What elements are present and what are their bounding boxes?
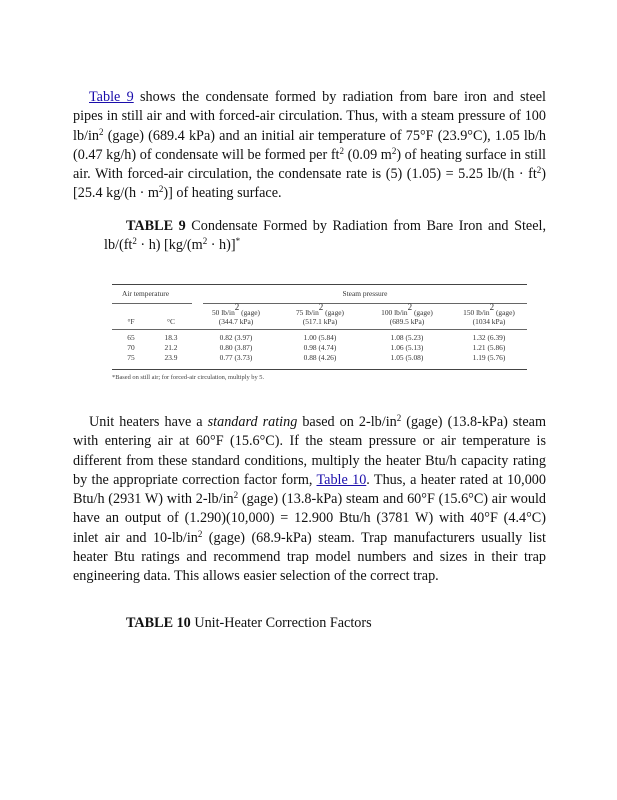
superscript: 2 bbox=[158, 184, 164, 195]
text: 150 lb/in bbox=[463, 308, 490, 317]
cell-f: 75 bbox=[127, 353, 135, 362]
table9-label: TABLE 9 bbox=[126, 218, 186, 234]
text: )] of heating surface. bbox=[163, 185, 282, 202]
superscript: 2 bbox=[197, 528, 203, 539]
table10-caption bbox=[126, 614, 546, 633]
table-rule-group bbox=[203, 303, 527, 304]
paragraph-unit-heaters bbox=[73, 413, 546, 587]
cell-value: 1.00 (5.84) bbox=[303, 333, 337, 342]
table-rule-group bbox=[112, 303, 192, 304]
superscript: 2 bbox=[132, 236, 137, 247]
text: Unit heaters have a bbox=[89, 414, 208, 430]
text: based on 2-lb/in bbox=[297, 414, 397, 430]
superscript: 2 bbox=[396, 413, 402, 423]
text: 50 lb/in bbox=[211, 308, 235, 317]
superscript: * bbox=[235, 236, 241, 247]
header-pressure-100 bbox=[370, 302, 444, 327]
superscript: 2 bbox=[234, 302, 240, 312]
cell-f: 70 bbox=[127, 343, 135, 352]
cell-value: 1.19 (5.76) bbox=[472, 353, 506, 362]
text: (gage) bbox=[239, 308, 261, 317]
header-fahrenheit: °F bbox=[127, 317, 135, 326]
superscript: 2 bbox=[339, 145, 344, 156]
superscript: 2 bbox=[233, 490, 239, 501]
header-pressure-150 bbox=[452, 302, 526, 327]
superscript: 2 bbox=[318, 302, 324, 312]
text: (gage) (689.4 kPa) and an initial air temperature of 75°F (23.9°C), 1.05 lb/h (0.47 kg/h) of condensate will be formed per ft bbox=[73, 127, 546, 163]
superscript: 2 bbox=[391, 145, 397, 156]
text: (689.5 kPa) bbox=[389, 317, 425, 327]
superscript: 2 bbox=[99, 126, 104, 137]
table9-footnote: *Based on still air; for forced-air circulation, multiply by 5. bbox=[112, 374, 265, 381]
cell-value: 1.32 (6.39) bbox=[472, 333, 506, 342]
table-rule-top bbox=[112, 284, 527, 285]
text: (344.7 kPa) bbox=[218, 317, 254, 327]
header-steam-pressure: Steam pressure bbox=[342, 289, 388, 298]
table9-caption bbox=[104, 217, 546, 256]
cell-c: 23.9 bbox=[164, 353, 178, 362]
text: (gage) (68.9-kPa) steam. Trap manufacturers usually list heater Btu ratings and recommend trap model numbers and sizes in their trap engineering data. This allows easier selection of the correct trap. bbox=[73, 529, 547, 585]
text: (gage) bbox=[323, 308, 345, 317]
text: · h) [kg/(m bbox=[136, 237, 203, 254]
text: ) [25.4 kg/(h · m bbox=[73, 166, 546, 202]
text: · h)] bbox=[207, 237, 236, 254]
header-celsius: °C bbox=[167, 317, 175, 326]
text: Condensate Formed by Radiation from Bare Iron and Steel, lb/(ft bbox=[104, 218, 546, 254]
cell-value: 1.05 (5.08) bbox=[390, 353, 424, 362]
cell-f: 65 bbox=[127, 333, 135, 342]
superscript: 2 bbox=[407, 302, 413, 312]
table10-link[interactable]: Table 10 bbox=[316, 471, 367, 488]
cell-value: 0.82 (3.97) bbox=[219, 333, 253, 342]
cell-value: 1.08 (5.23) bbox=[390, 333, 424, 342]
header-pressure-50 bbox=[203, 302, 269, 327]
text: (1034 kPa) bbox=[472, 317, 506, 327]
table10-label: TABLE 10 bbox=[126, 615, 191, 631]
text: (517.1 kPa) bbox=[302, 317, 338, 327]
cell-value: 0.77 (3.73) bbox=[219, 353, 253, 362]
text: (0.09 m bbox=[344, 146, 392, 163]
cell-value: 0.98 (4.74) bbox=[303, 343, 337, 352]
superscript: 2 bbox=[489, 302, 495, 312]
header-air-temperature: Air temperature bbox=[122, 289, 169, 298]
cell-value: 0.88 (4.26) bbox=[303, 353, 337, 362]
text: 75 lb/in bbox=[295, 308, 319, 317]
table9-link[interactable]: Table 9 bbox=[89, 89, 134, 105]
cell-value: 1.06 (5.13) bbox=[390, 343, 424, 352]
paragraph-table9-intro bbox=[73, 88, 546, 204]
superscript: 2 bbox=[202, 236, 208, 247]
text: (gage) (13.8-kPa) steam and 60°F (15.6°C) air would have an output of (1.290)(10,000) = 12.900 Btu/h (3781 W) with 40°F (4.4°C) inlet air and 10-lb/in bbox=[73, 491, 546, 546]
emphasis: standard rating bbox=[207, 414, 298, 430]
text: (gage) bbox=[494, 308, 515, 317]
text: ) of heating surface in still air. With forced-air circulation, the condensate rate is (5) (1.05) = 5.25 lb/(h · ft bbox=[73, 146, 546, 183]
header-pressure-75 bbox=[285, 302, 355, 327]
text: (gage) (13.8-kPa) steam with entering air at 60°F (15.6°C). If the steam pressure or air temperature is different from these standard conditions, multiply the heater Btu/h capacity rating by the appropriate correction factor form, bbox=[73, 414, 546, 488]
text: . Thus, a heater rated at 10,000 Btu/h (2931 W) with 2-lb/in bbox=[73, 471, 546, 508]
text: shows the condensate formed by radiation from bare iron and steel pipes in still air and with forced-air circulation. Thus, with a steam pressure of 100 lb/in bbox=[73, 89, 546, 144]
text: Unit-Heater Correction Factors bbox=[190, 615, 372, 631]
cell-c: 18.3 bbox=[164, 333, 178, 342]
text: (gage) bbox=[412, 308, 433, 317]
cell-value: 0.80 (3.87) bbox=[219, 343, 253, 352]
cell-value: 1.21 (5.86) bbox=[472, 343, 506, 352]
table-rule-bottom bbox=[112, 369, 527, 370]
cell-c: 21.2 bbox=[164, 343, 178, 352]
table-rule-header bbox=[112, 329, 527, 330]
text: 100 lb/in bbox=[381, 308, 408, 317]
superscript: 2 bbox=[536, 165, 542, 176]
